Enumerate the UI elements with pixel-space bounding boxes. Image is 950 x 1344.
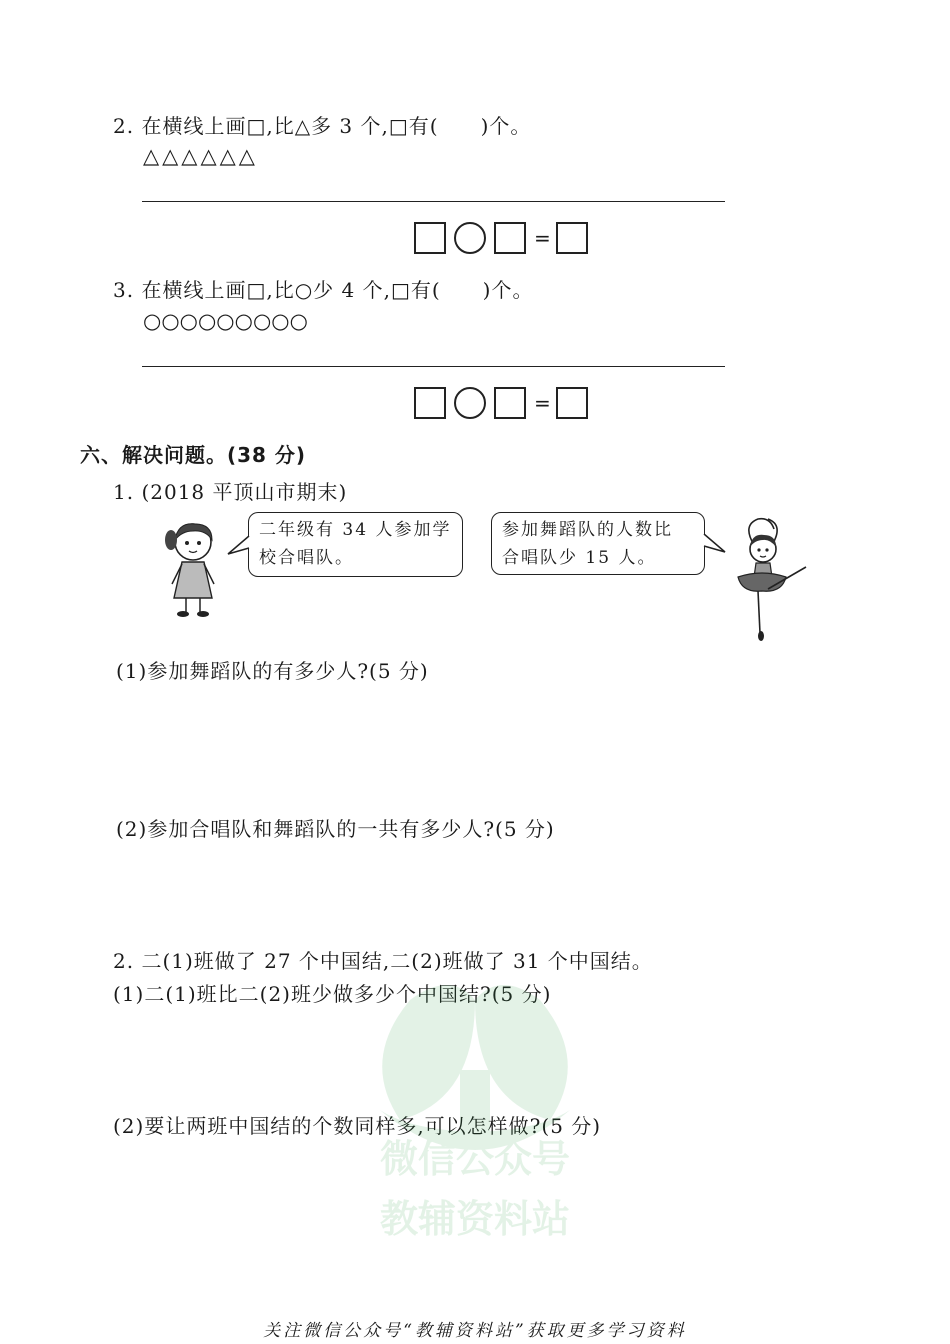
blank-box[interactable] [494,387,526,419]
bubble-line: 二年级有 34 人参加学 [259,520,452,540]
bubble-line: 合唱队少 15 人。 [502,548,657,568]
equals-sign: = [534,391,551,415]
watermark-logo [340,960,610,1260]
question-2-text: 2. 在横线上画□,比△多 3 个,□有( )个。 [113,114,532,138]
bubble-tail-left [226,534,250,558]
dancer-illustration [724,515,814,643]
result-box[interactable] [556,387,588,419]
speech-bubble-right [491,512,705,575]
watermark-line-2: 教辅资料站 [379,1197,571,1241]
footer-note: 关注微信公众号“教辅资料站”获取更多学习资料 [263,1321,687,1341]
problem-1-sub-1: (1)参加舞蹈队的有多少人?(5 分) [116,659,429,683]
equation-q2 [414,222,588,254]
answer-line-q3[interactable] [142,366,725,367]
speech-bubble-left [248,512,463,577]
blank-box[interactable] [494,222,526,254]
blank-box[interactable] [414,387,446,419]
result-box[interactable] [556,222,588,254]
problem-2-sub-1: (1)二(1)班比二(2)班少做多少个中国结?(5 分) [113,982,552,1006]
blank-box[interactable] [414,222,446,254]
girl-illustration [160,518,230,618]
problem-1-sub-2: (2)参加合唱队和舞蹈队的一共有多少人?(5 分) [116,817,555,841]
equation-q3 [414,387,588,419]
equals-sign: = [534,226,551,250]
answer-line-q2[interactable] [142,201,725,202]
problem-2-sub-2: (2)要让两班中国结的个数同样多,可以怎样做?(5 分) [113,1114,602,1138]
operator-circle[interactable] [454,222,486,254]
problem-2-title: 2. 二(1)班做了 27 个中国结,二(2)班做了 31 个中国结。 [113,949,653,973]
section-title: 六、解决问题。(38 分) [80,443,307,467]
operator-circle[interactable] [454,387,486,419]
question-3-text: 3. 在横线上画□,比○少 4 个,□有( )个。 [113,278,534,302]
watermark-line-1: 微信公众号 [379,1137,571,1181]
triangle-row: △△△△△△ [143,144,258,168]
bubble-line: 校合唱队。 [259,548,354,568]
bubble-line: 参加舞蹈队的人数比 [502,520,673,540]
problem-1-title: 1. (2018 平顶山市期末) [113,480,348,504]
circle-row: ○○○○○○○○○ [143,309,308,333]
